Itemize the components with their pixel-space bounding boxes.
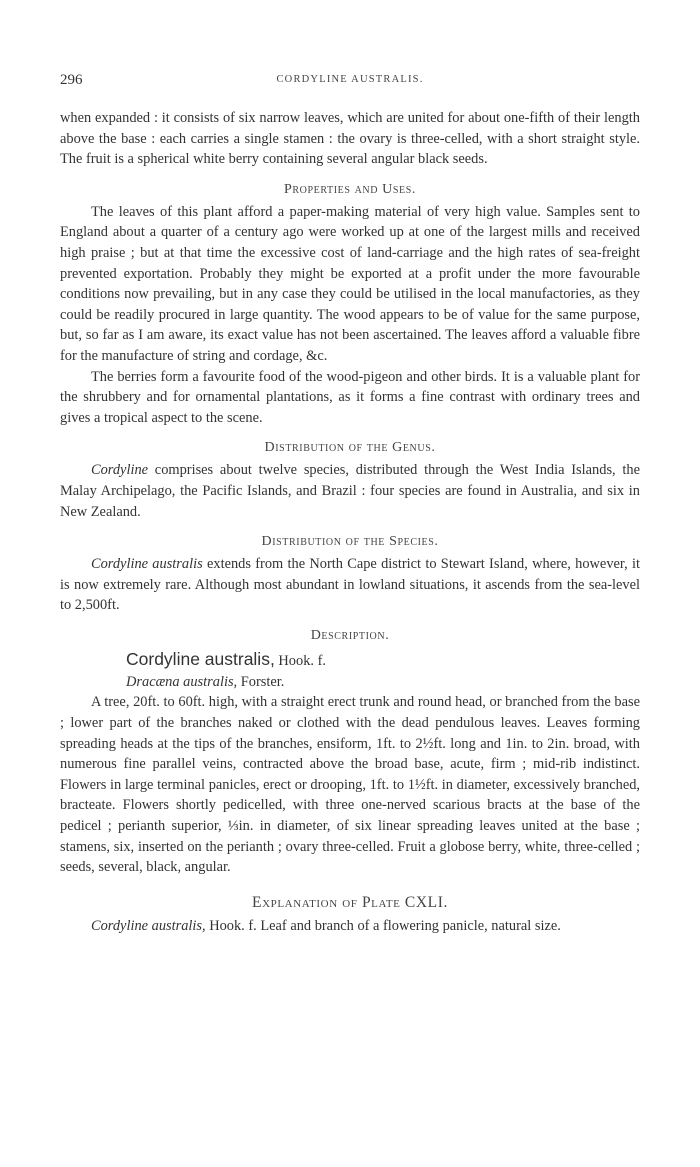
description-heading: Description. (310, 627, 390, 643)
plate-heading: Explanation of Plate CXLI. (252, 893, 448, 911)
species-distribution-heading: Distribution of the Species. (261, 534, 439, 550)
properties-paragraph-1: The leaves of this plant afford a paper-making material of very high value. Samples sent to England about a quarter of a century ago were worked up at one of the largest mills and received high praise ; but at that time the excessive cost of land-carriage and the high rates of sea-freight prevented exportation. Probably they might be exported at a profit under the more favourable conditions now prevailing, but in any case they could be utilised in the local manufactories, as they could be readily procured in large quantity. The wood appears to be of value for the same purpose, but, so far as I am aware, its exact value has not been ascertained. The leaves afford a valuable fibre for the manufacture of string and cordage, &c. (60, 203, 640, 364)
properties-heading: Properties and Uses. (283, 181, 417, 197)
genus-distribution-paragraph (60, 460, 640, 522)
running-title: CORDYLINE AUSTRALIS. (276, 74, 424, 85)
genus-distribution-heading: Distribution of the Genus. (264, 440, 436, 456)
species-title-author: Hook. f. (274, 652, 326, 669)
species-title-name: Cordyline australis, (126, 648, 275, 669)
species-name: Cordyline australis (91, 556, 203, 573)
genus-name: Cordyline (91, 462, 149, 479)
synonym-name: Dracæna australis, (126, 673, 238, 690)
plate-paragraph (60, 916, 640, 937)
species-distribution-text: extends from the North Cape district to Stewart Island, where, however, it is now extremely rare. Although most abundant in lowland situations, it ascends from the sea-level to 2,500ft. (60, 556, 640, 614)
running-head (60, 72, 640, 94)
species-synonym (60, 672, 640, 693)
species-distribution-paragraph (60, 554, 640, 616)
intro-paragraph: when expanded : it consists of six narrow leaves, which are united for about one-fifth of their length above the base : each carries a single stamen : the ovary is three-celled, with a short straight style. The fruit is a spherical white berry containing several angular black seeds. (60, 110, 640, 168)
synonym-author: Forster. (237, 673, 285, 690)
book-page (60, 72, 640, 936)
plate-species-name: Cordyline australis, (91, 917, 206, 934)
properties-paragraph-2: The berries form a favourite food of the wood-pigeon and other birds. It is a valuable plant for the shrubbery and for ornamental plantations, as it forms a fine contrast with ordinary trees and gives a tropical aspect to the scene. (60, 368, 640, 426)
species-title (60, 648, 640, 672)
page-number: 296 (60, 72, 83, 88)
plate-text: Hook. f. Leaf and branch of a flowering panicle, natural size. (205, 917, 561, 934)
description-paragraph: A tree, 20ft. to 60ft. high, with a straight erect trunk and round head, or branched from the base ; lower part of the branches naked or clothed with the dead pendulous leaves. Leaves forming spreading heads at the tips of the branches, ensiform, 1ft. to 2½ft. long and 1in. to 2in. broad, with numerous fine parallel veins, contracted above the broad base, acute, firm ; mid-rib indistinct. Flowers in large terminal panicles, erect or drooping, 1ft. to 1½ft. in diameter, excessively branched, bracteate. Flowers shortly pedicelled, with three one-nerved scarious bracts at the base of the pedicel ; perianth superior, ⅓in. in diameter, of six linear spreading leaves united at the base ; stamens, six, inserted on the perianth ; ovary three-celled. Fruit a globose berry, white, three-celled ; seeds, several, black, angular. (60, 694, 640, 876)
genus-distribution-text: comprises about twelve species, distributed through the West India Islands, the Malay Archipelago, the Pacific Islands, and Brazil : four species are found in Australia, and six in New Zealand. (60, 462, 640, 520)
